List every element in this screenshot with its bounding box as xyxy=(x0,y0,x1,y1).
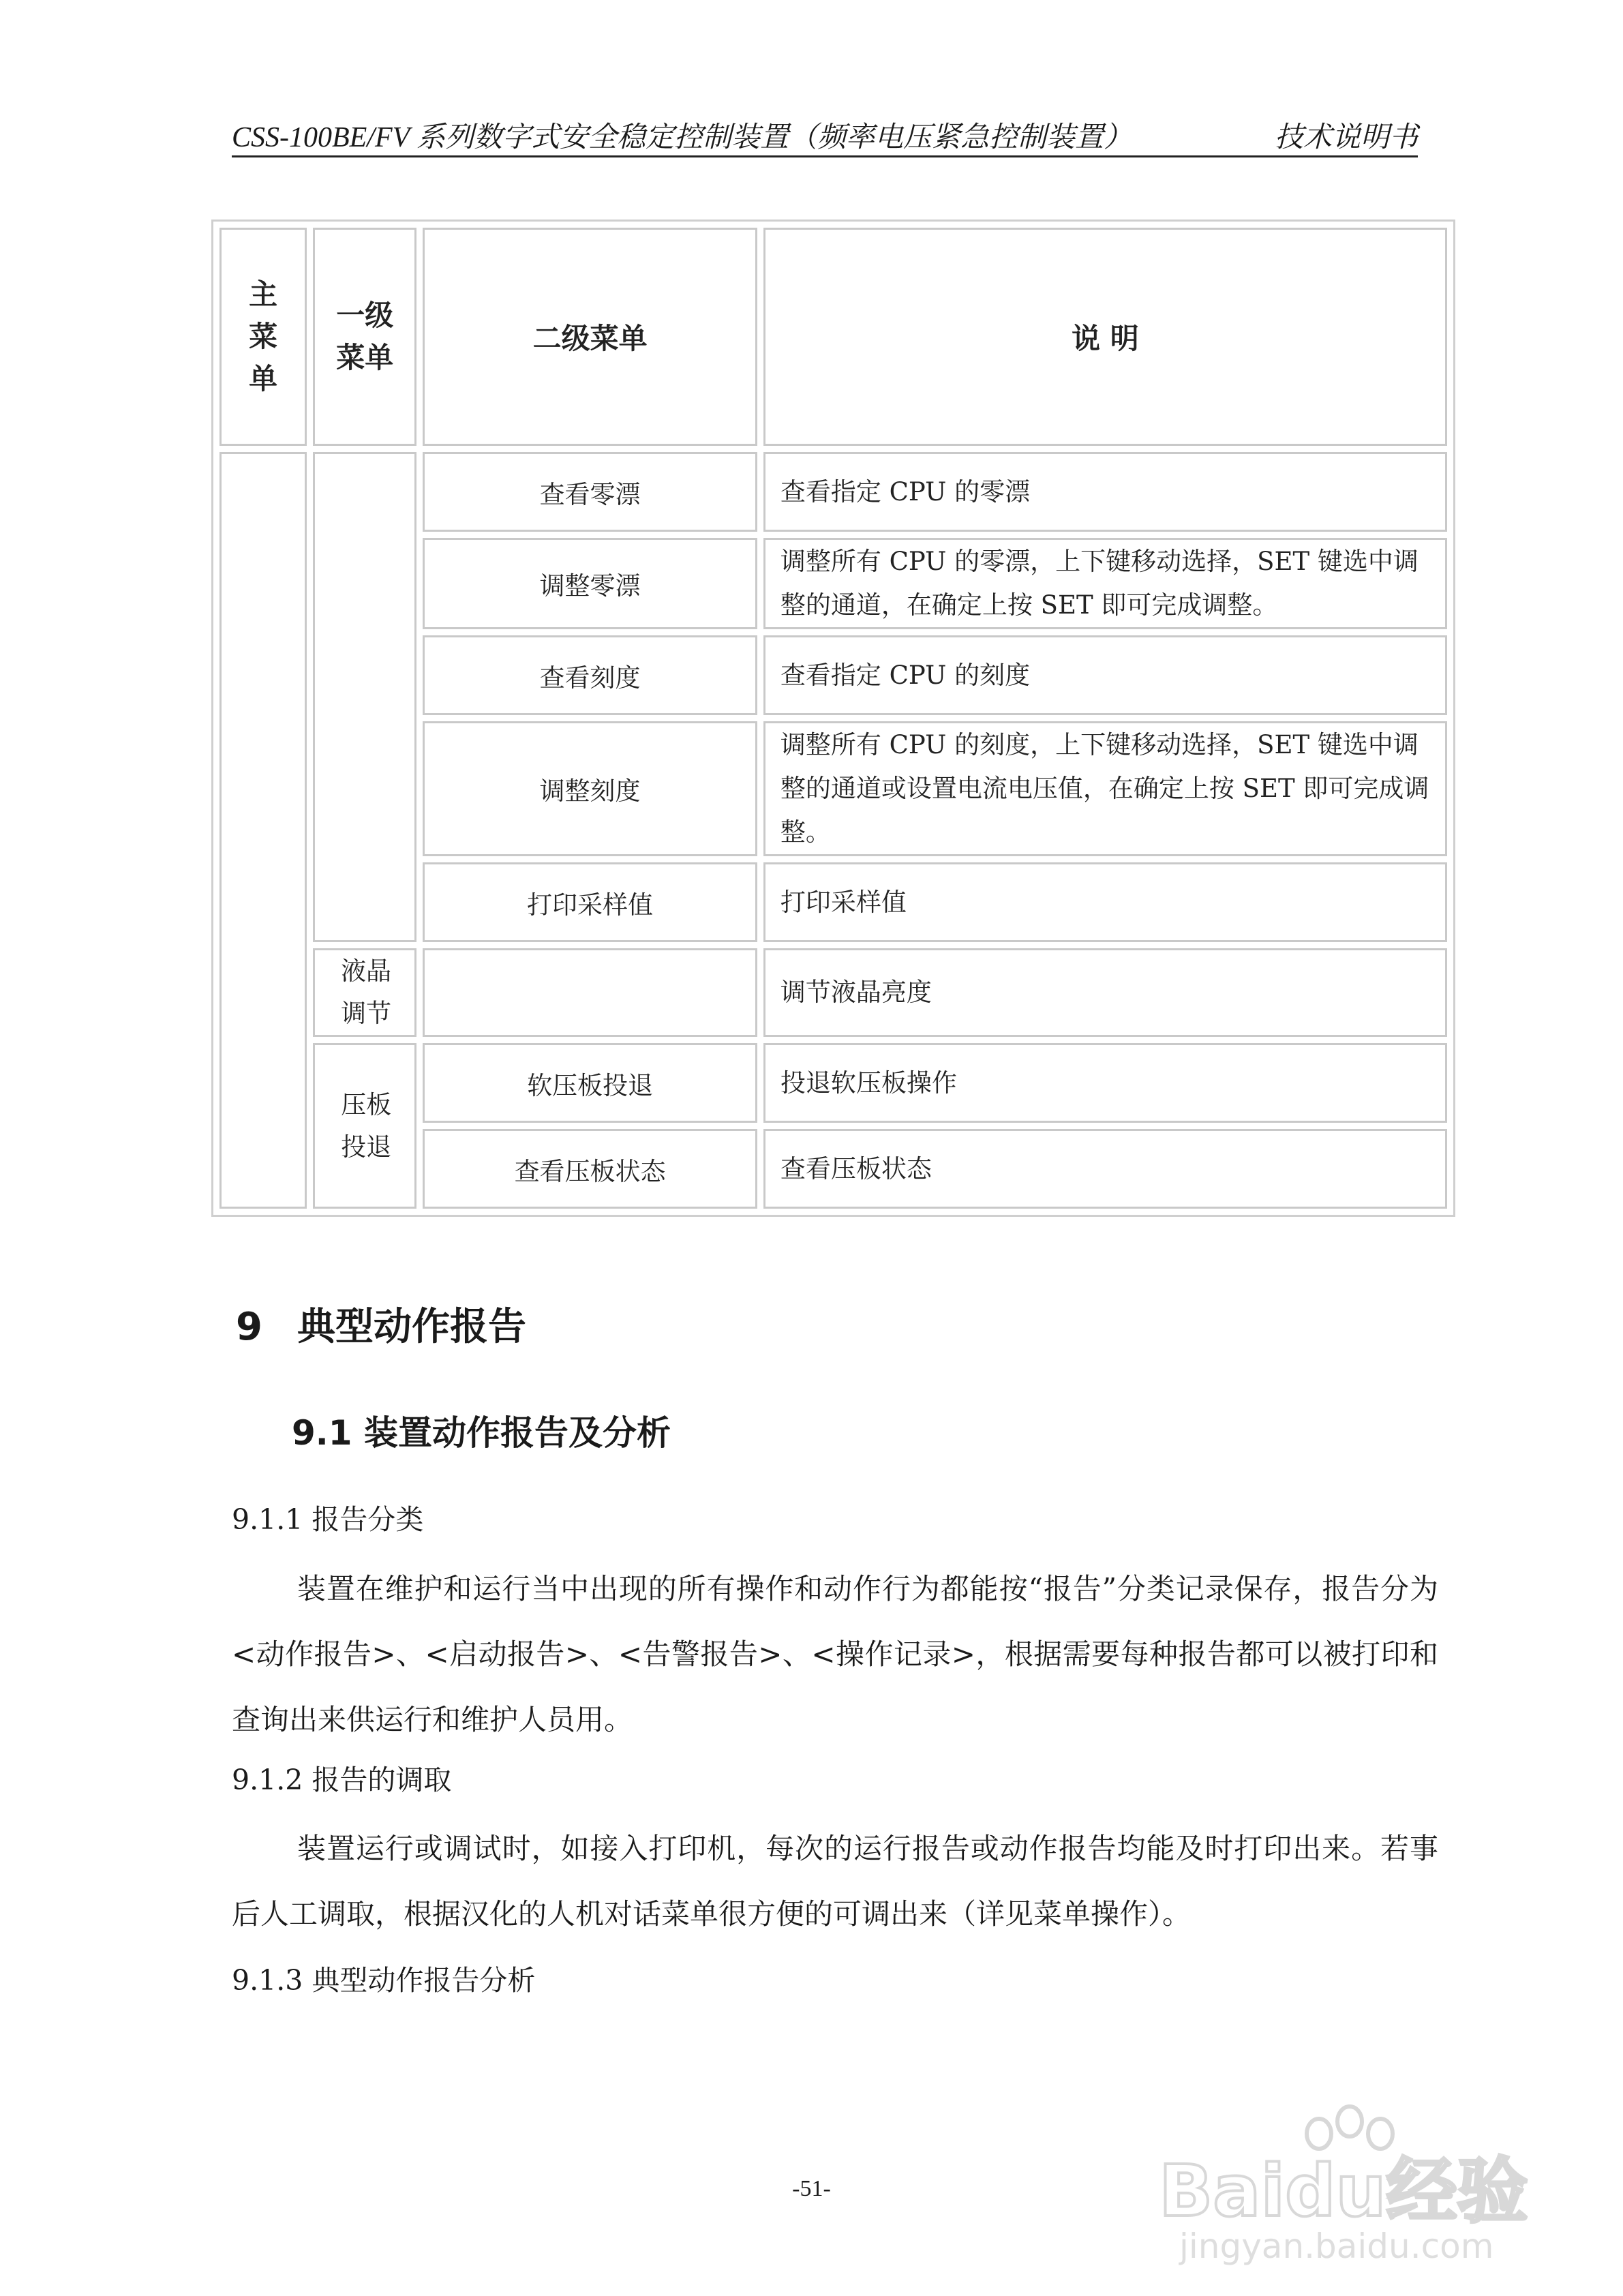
subsection-heading: 9.1 装置动作报告及分析 xyxy=(292,1413,671,1453)
table-row xyxy=(219,1043,1447,1123)
desc-cell: 调节液晶亮度 xyxy=(763,948,1447,1037)
watermark-logo: Baidu经验 xyxy=(1159,2149,1528,2233)
table-row xyxy=(219,948,1447,1037)
document-type: 技术说明书 xyxy=(1274,122,1418,153)
desc-cell: 投退软压板操作 xyxy=(763,1043,1447,1123)
desc-cell: 打印采样值 xyxy=(763,862,1447,942)
header-level2-menu: 二级菜单 xyxy=(423,228,757,446)
desc-cell: 查看压板状态 xyxy=(763,1129,1447,1209)
desc-cell: 调整所有 CPU 的零漂，上下键移动选择，SET 键选中调整的通道，在确定上按 SET 即可完成调整。 xyxy=(763,538,1447,629)
header-level1-menu: 一级 菜单 xyxy=(313,228,416,446)
desc-cell: 查看指定 CPU 的刻度 xyxy=(763,635,1447,715)
paragraph: 装置在维护和运行当中出现的所有操作和动作行为都能按“报告”分类记录保存，报告分为<动作报告>、<启动报告>、<告警报告>、<操作记录>，根据需要每种报告都可以被打印和查询出来供运行和维护人员用。 xyxy=(232,1572,1438,1736)
table-row xyxy=(219,452,1447,532)
item-heading: 9.1.2 报告的调取 xyxy=(232,1764,452,1796)
item-heading: 9.1.3 典型动作报告分析 xyxy=(232,1964,536,1997)
level1-cell-empty xyxy=(313,452,416,942)
item-heading: 9.1.1 报告分类 xyxy=(232,1503,424,1536)
section-heading xyxy=(236,1297,526,1351)
menu-table xyxy=(211,220,1455,1217)
level2-cell: 调整刻度 xyxy=(423,721,757,856)
desc-cell: 调整所有 CPU 的刻度，上下键移动选择，SET 键选中调整的通道或设置电流电压值，在确定上按 SET 即可完成调整。 xyxy=(763,721,1447,856)
page-number: -51- xyxy=(792,2176,831,2201)
document-title: CSS-100BE/FV 系列数字式安全稳定控制装置（频率电压紧急控制装置） xyxy=(232,122,1133,153)
section-title: 典型动作报告 xyxy=(297,1305,526,1349)
level2-cell: 查看压板状态 xyxy=(423,1129,757,1209)
level2-cell: 查看零漂 xyxy=(423,452,757,532)
level1-cell-lcd: 液晶 调节 xyxy=(313,948,416,1037)
header-description: 说 明 xyxy=(763,228,1447,446)
page-header xyxy=(232,115,1418,157)
level2-cell xyxy=(423,948,757,1037)
level1-cell-plate: 压板 投退 xyxy=(313,1043,416,1209)
section-number: 9 xyxy=(236,1305,262,1349)
paragraph: 装置运行或调试时，如接入打印机，每次的运行报告或动作报告均能及时打印出来。若事后人工调取，根据汉化的人机对话菜单很方便的可调出来（详见菜单操作）。 xyxy=(232,1832,1438,1931)
level2-cell: 打印采样值 xyxy=(423,862,757,942)
level2-cell: 调整零漂 xyxy=(423,538,757,629)
header-main-menu: 主 菜 单 xyxy=(219,228,307,446)
level2-cell: 查看刻度 xyxy=(423,635,757,715)
table-header-row xyxy=(219,228,1447,446)
main-menu-cell xyxy=(219,452,307,1209)
level2-cell: 软压板投退 xyxy=(423,1043,757,1123)
baidu-jingyan-watermark xyxy=(1152,2079,1534,2270)
watermark-url: jingyan.baidu.com xyxy=(1179,2226,1494,2266)
desc-cell: 查看指定 CPU 的零漂 xyxy=(763,452,1447,532)
